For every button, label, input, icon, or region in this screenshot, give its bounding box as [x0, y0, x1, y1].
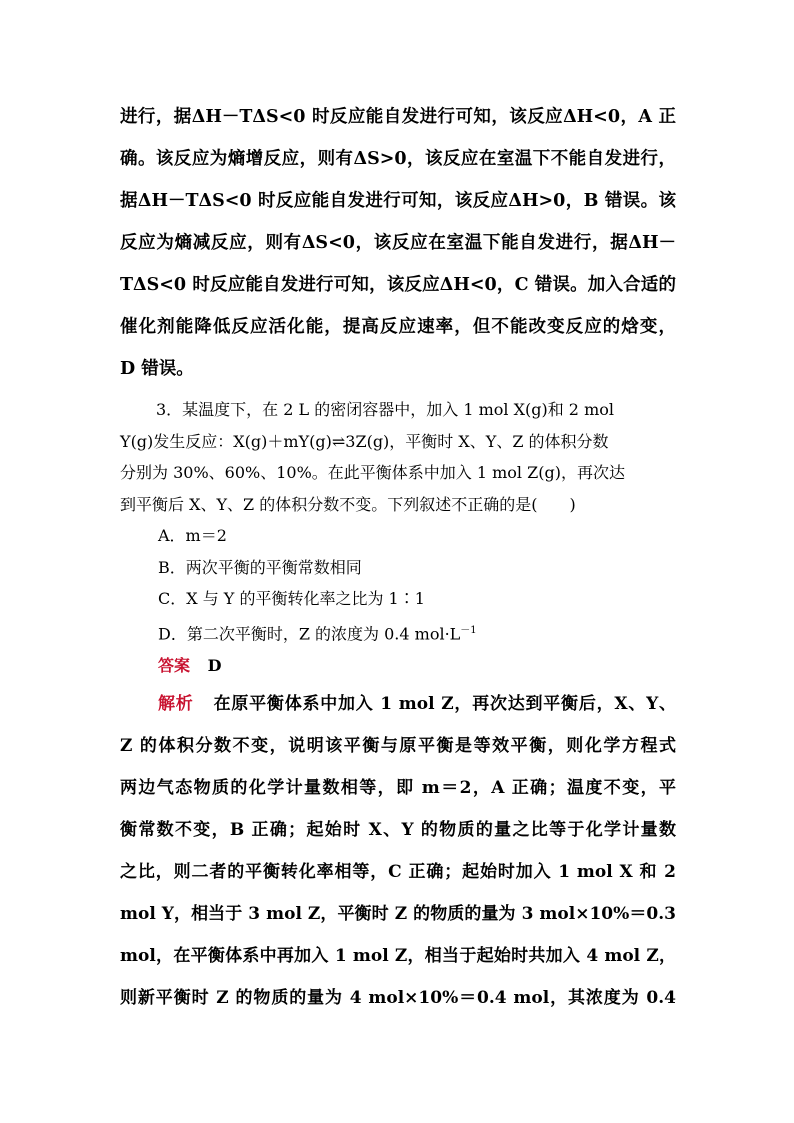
explanation-line: 催化剂能降低反应活化能，提高反应速率，但不能改变反应的焓变， [120, 317, 676, 337]
question-line: 到平衡后 X、Y、Z 的体积分数不变。下列叙述不正确的是( ) [120, 494, 576, 514]
analysis-label: 解析 [158, 694, 194, 715]
explanation-line: 据ΔH－TΔS<0 时反应能自发进行可知，该反应ΔH>0，B 错误。该 [120, 191, 676, 211]
explanation-line: TΔS<0 时反应能自发进行可知，该反应ΔH<0，C 错误。加入合适的 [120, 275, 676, 295]
question-line: Y(g)发生反应：X(g)＋mY(g)⇌3Z(g)，平衡时 X、Y、Z 的体积分数 [120, 431, 609, 451]
previous-explanation [120, 96, 676, 390]
option-b: B．两次平衡的平衡常数相同 [158, 557, 362, 577]
explanation-line: 反应为熵减反应，则有ΔS<0，该反应在室温下能自发进行，据ΔH－ [120, 233, 676, 253]
explanation-line: D 错误。 [120, 359, 194, 379]
document-page [120, 96, 676, 1019]
option-c: C．X 与 Y 的平衡转化率之比为 1∶1 [158, 589, 425, 608]
analysis [120, 683, 676, 1019]
analysis-line: 之比，则二者的平衡转化率相等，C 正确；起始时加入 1 mol X 和 2 [120, 862, 676, 883]
analysis-line: Z 的体积分数不变，说明该平衡与原平衡是等效平衡，则化学方程式 [120, 736, 676, 757]
answer-value: D [207, 656, 222, 676]
analysis-line: mol，在平衡体系中再加入 1 mol Z，相当于起始时共加入 4 mol Z， [120, 946, 676, 967]
analysis-line: 则新平衡时 Z 的物质的量为 4 mol×10%＝0.4 mol，其浓度为 0.4 [120, 988, 676, 1009]
question-3 [120, 394, 676, 520]
explanation-line: 进行，据ΔH－TΔS<0 时反应能自发进行可知，该反应ΔH<0，A 正 [120, 107, 676, 127]
question-line: 分别为 30%、60%、10%。在此平衡体系中加入 1 mol Z(g)，再次达 [120, 463, 625, 482]
analysis-line-text: 在原平衡体系中加入 1 mol Z，再次达到平衡后，X、Y、 [213, 694, 676, 715]
answer-label: 答案 [158, 656, 191, 676]
option-d-text: D．第二次平衡时，Z 的浓度为 0.4 mol·L [158, 623, 461, 643]
option-d-superscript: －1 [460, 624, 477, 636]
analysis-line: mol Y，相当于 3 mol Z，平衡时 Z 的物质的量为 3 mol×10%＝0.3 [120, 904, 676, 925]
question-line: 3．某温度下，在 2 L 的密闭容器中，加入 1 mol X(g)和 2 mol [156, 400, 614, 419]
analysis-line [120, 683, 676, 725]
explanation-line: 确。该反应为熵增反应，则有ΔS>0，该反应在室温下不能自发进行， [120, 149, 676, 169]
analysis-line: 两边气态物质的化学计量数相等，即 m＝2，A 正确；温度不变，平 [120, 778, 676, 799]
option-d [120, 615, 676, 650]
analysis-line: 衡常数不变，B 正确；起始时 X、Y 的物质的量之比等于化学计量数 [120, 820, 676, 841]
option-a: A．m＝2 [158, 526, 227, 545]
answer-row [120, 649, 676, 683]
